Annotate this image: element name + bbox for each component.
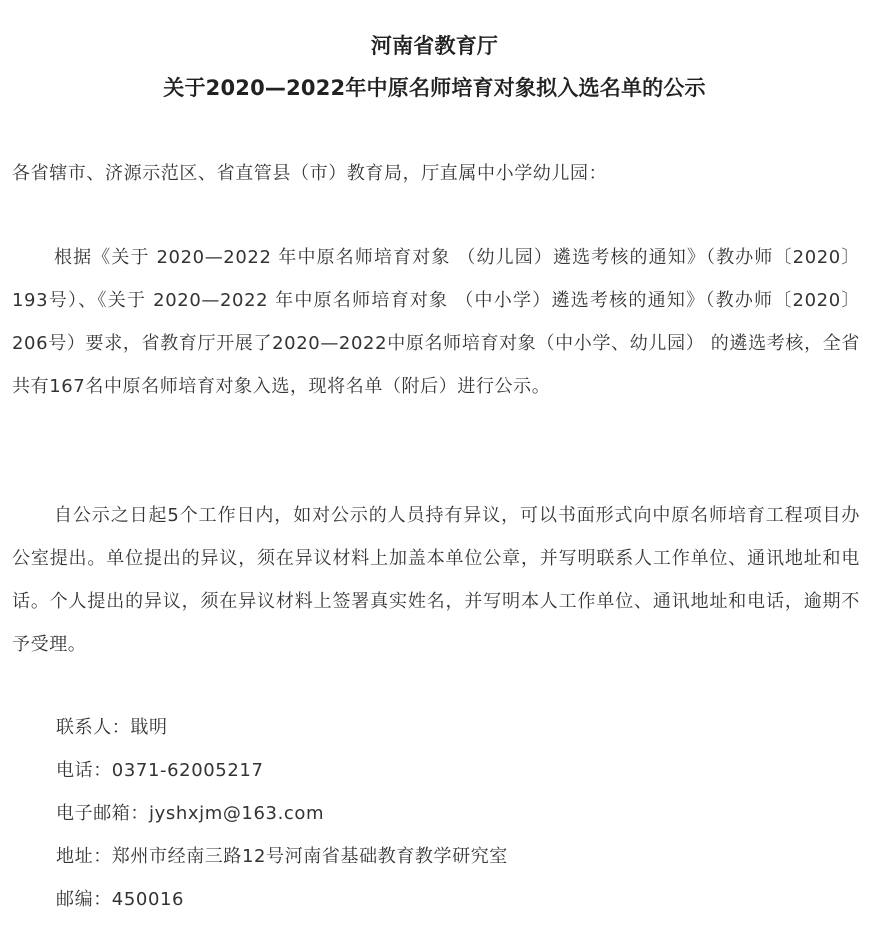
notice-title: 关于2020—2022年中原名师培育对象拟入选名单的公示 [163,76,706,100]
contact-email: 电子邮箱：jyshxjm@163.com [56,803,325,824]
contact-postcode: 邮编：450016 [56,889,185,910]
paragraph-basis: 根据《关于 2020—2022 年中原名师培育对象 （幼儿园）遴选考核的通知》（教办师〔2020〕193号）、《关于 2020—2022 年中原名师培育对象 （中小学）遴选考核的通知》（教办师〔2020〕206号）要求，省教育厅开展了2020—2022中原名师培育对象（中小学、幼儿园） 的遴选考核，全省共有167名中原名师培育对象入选，现将名单（附后）进行公示。 [12,247,860,397]
contact-address: 地址：郑州市经南三路12号河南省基础教育教学研究室 [56,846,508,867]
contact-info [56,706,508,921]
contact-person: 联系人：戢明 [56,717,168,738]
salutation: 各省辖市、济源示范区、省直管县（市）教育局，厅直属中小学幼儿园： [12,163,608,184]
issuer-title: 河南省教育厅 [370,34,499,58]
paragraph-objection: 自公示之日起5个工作日内，如对公示的人员持有异议，可以书面形式向中原名师培育工程项目办公室提出。单位提出的异议，须在异议材料上加盖本单位公章，并写明联系人工作单位、通讯地址和电话。个人提出的异议，须在异议材料上签署真实姓名，并写明本人工作单位、通讯地址和电话，逾期不予受理。 [12,505,860,655]
contact-phone: 电话：0371-62005217 [56,760,264,781]
